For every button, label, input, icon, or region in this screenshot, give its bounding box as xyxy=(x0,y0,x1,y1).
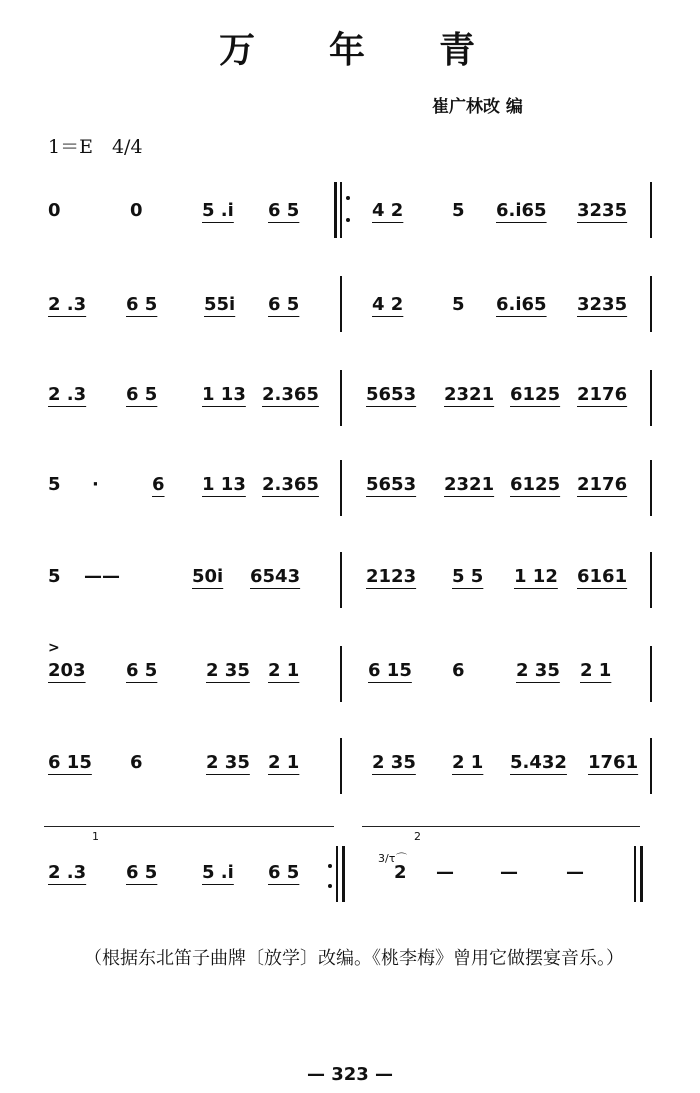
note-cell: 203 xyxy=(48,660,86,681)
final-barline-thick xyxy=(640,846,643,902)
note-cell: 2321 xyxy=(444,474,495,495)
note-cell: 6 5 xyxy=(126,294,158,315)
page-title xyxy=(0,22,700,73)
note-cell: 2 35 xyxy=(372,752,416,773)
score-row-6 xyxy=(0,640,700,720)
note-cell: 5 xyxy=(48,566,61,587)
title-char-2: 年 xyxy=(328,29,371,71)
barline xyxy=(340,552,342,608)
title-char-3: 青 xyxy=(439,29,482,71)
final-barline-thin xyxy=(634,846,636,902)
volta-bracket-1 xyxy=(44,826,334,837)
fermata-prefix: 3/τ xyxy=(378,852,396,865)
note-cell: 2.365 xyxy=(262,384,319,405)
note-cell: 3235 xyxy=(577,294,628,315)
note-cell: 2 .3 xyxy=(48,862,87,883)
repeat-barline-thick xyxy=(334,182,337,238)
note-cell: 2 1 xyxy=(452,752,484,773)
barline xyxy=(650,738,652,794)
note-cell: 55i xyxy=(204,294,236,315)
note-cell: 1 13 xyxy=(202,384,246,405)
note-cell: 5 xyxy=(452,200,465,221)
note-cell: 6 xyxy=(130,752,143,773)
barline xyxy=(340,460,342,516)
note-cell: · xyxy=(92,474,99,495)
note-cell: — xyxy=(566,862,584,883)
note-cell: 5 .i xyxy=(202,200,234,221)
note-cell: 6 5 xyxy=(126,384,158,405)
score-row-3 xyxy=(0,384,700,444)
note-cell: 2321 xyxy=(444,384,495,405)
note-cell: — xyxy=(436,862,454,883)
barline xyxy=(340,738,342,794)
note-cell: 1761 xyxy=(588,752,639,773)
barline xyxy=(340,646,342,702)
note-cell: 6 5 xyxy=(268,294,300,315)
note-cell: 6 5 xyxy=(268,200,300,221)
note-cell: 6.i65 xyxy=(496,294,547,315)
note-cell: 5 xyxy=(48,474,61,495)
barline xyxy=(650,276,652,332)
volta-label-1: 1 xyxy=(92,830,99,843)
note-cell: 2 1 xyxy=(268,660,300,681)
repeat-barline-thick xyxy=(342,846,345,902)
note-cell: 2 .3 xyxy=(48,384,87,405)
note-cell: 6 5 xyxy=(268,862,300,883)
note-cell: 6 5 xyxy=(126,862,158,883)
note-cell: 6 15 xyxy=(368,660,412,681)
score-row-2 xyxy=(0,294,700,354)
note-cell: 2 35 xyxy=(206,660,250,681)
accent-mark: > xyxy=(48,640,60,656)
note-cell: 6 5 xyxy=(126,660,158,681)
score-row-5 xyxy=(0,566,700,626)
repeat-dot xyxy=(328,884,332,888)
barline xyxy=(650,182,652,238)
note-cell: —— xyxy=(84,566,120,587)
note-cell: 6125 xyxy=(510,384,561,405)
fermata-icon: ⌒ xyxy=(396,852,407,865)
volta-label-2: 2 xyxy=(414,830,421,843)
note-cell: 2123 xyxy=(366,566,417,587)
note-cell: 50i xyxy=(192,566,224,587)
footnote: （根据东北笛子曲牌〔放学〕改编。《桃李梅》曾用它做摆宴音乐。） xyxy=(84,948,624,969)
note-cell: — xyxy=(500,862,518,883)
note-cell: 2 xyxy=(394,862,407,883)
note-cell: 1 12 xyxy=(514,566,558,587)
note-cell: 0 xyxy=(48,200,61,221)
note-cell: 0 xyxy=(130,200,143,221)
repeat-barline-thin xyxy=(336,846,338,902)
note-cell: 6 15 xyxy=(48,752,92,773)
note-cell: 6161 xyxy=(577,566,628,587)
note-cell: 6125 xyxy=(510,474,561,495)
note-cell: 6 xyxy=(452,660,465,681)
repeat-barline-thin xyxy=(340,182,342,238)
note-cell: 4 2 xyxy=(372,294,404,315)
note-cell: 5653 xyxy=(366,474,417,495)
note-cell: 2176 xyxy=(577,474,628,495)
barline xyxy=(340,370,342,426)
arranger-credit: 崔广林改 编 xyxy=(432,97,523,117)
note-cell: 2 .3 xyxy=(48,294,87,315)
barline xyxy=(650,646,652,702)
key-signature: 1＝E 4/4 xyxy=(48,136,143,158)
note-cell: 2.365 xyxy=(262,474,319,495)
note-cell: 6 xyxy=(152,474,165,495)
barline xyxy=(340,276,342,332)
barline xyxy=(650,552,652,608)
note-cell: 3235 xyxy=(577,200,628,221)
note-cell: 6543 xyxy=(250,566,301,587)
note-cell: 5.432 xyxy=(510,752,567,773)
note-cell: 5 xyxy=(452,294,465,315)
repeat-dot xyxy=(346,196,350,200)
repeat-dot xyxy=(346,218,350,222)
barline xyxy=(650,370,652,426)
score-row-1 xyxy=(0,200,700,260)
note-cell: 5653 xyxy=(366,384,417,405)
barline xyxy=(650,460,652,516)
note-cell: 2 1 xyxy=(268,752,300,773)
title-char-1: 万 xyxy=(218,29,261,71)
note-cell: 4 2 xyxy=(372,200,404,221)
score-row-8 xyxy=(0,852,700,922)
repeat-dot xyxy=(328,864,332,868)
score-row-4 xyxy=(0,474,700,534)
score-row-7 xyxy=(0,752,700,812)
volta-bracket-2 xyxy=(362,826,640,837)
note-cell: 1 13 xyxy=(202,474,246,495)
note-cell: 2 1 xyxy=(580,660,612,681)
note-cell: 5 5 xyxy=(452,566,484,587)
note-cell: 2 35 xyxy=(516,660,560,681)
note-cell: 2 35 xyxy=(206,752,250,773)
note-cell: 6.i65 xyxy=(496,200,547,221)
page-number: — 323 — xyxy=(306,1064,394,1085)
note-cell: 5 .i xyxy=(202,862,234,883)
note-cell: 2176 xyxy=(577,384,628,405)
